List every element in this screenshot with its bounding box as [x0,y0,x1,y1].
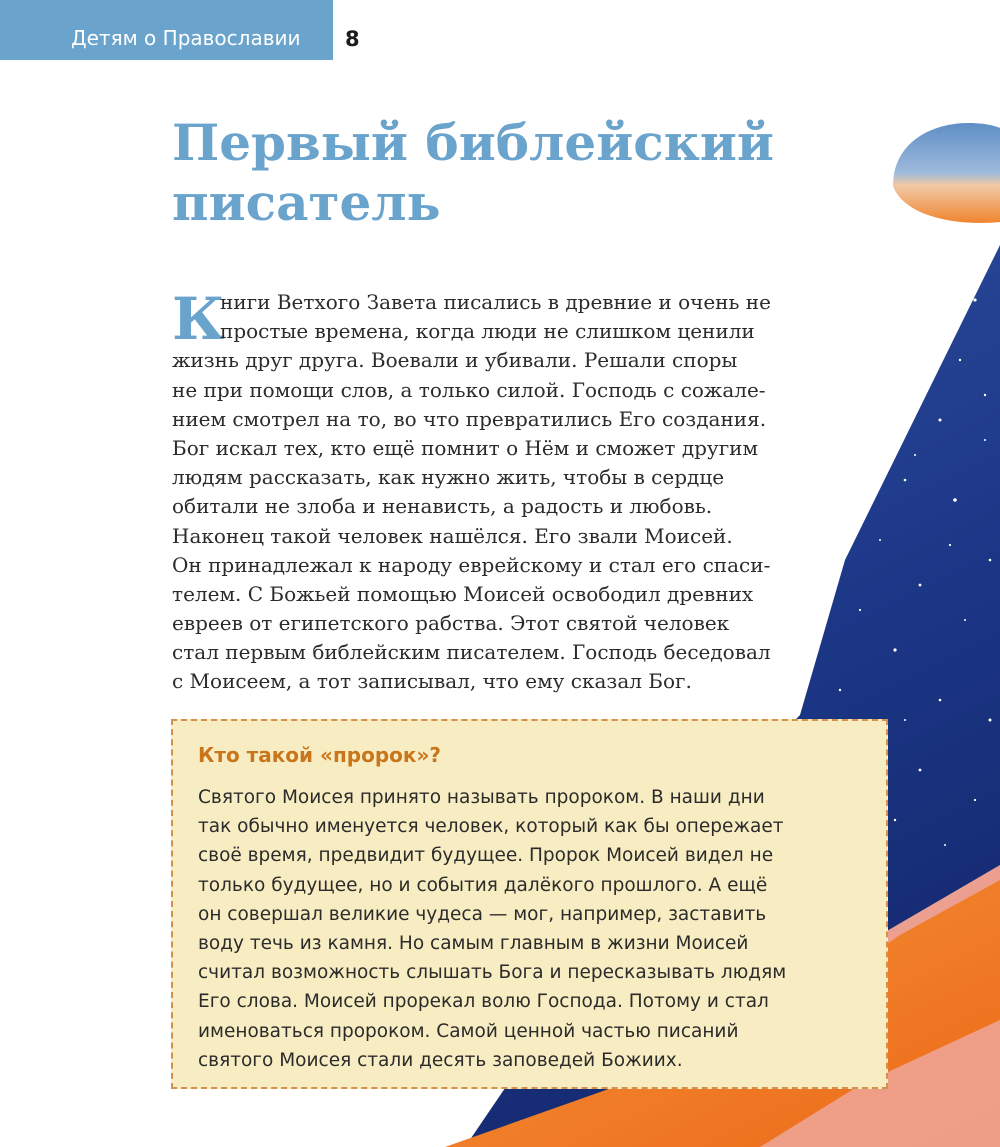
info-line: Святого Моисея принято называть пророком. В наши дни [198,787,765,808]
page-title [172,113,812,233]
info-box-text [198,783,868,1075]
page-number: 8 [345,27,360,51]
body-line: простые времена, когда люди не слишком ценили [220,319,755,344]
body-line: обитали не злоба и ненависть, а радость и любовь. [172,494,713,519]
info-line: святого Моисея стали десять заповедей Божиих. [198,1049,683,1071]
info-line: именоваться пророком. Самой ценной частью писаний [198,1020,739,1042]
drop-cap: К [172,285,225,353]
body-line: ниги Ветхого Завета писались в древние и очень не [220,290,771,314]
section-title: Детям о Православии [71,26,301,50]
info-line: так обычно именуется человек, который как бы опережает [198,816,784,838]
info-box-title: Кто такой «пророк»? [198,743,441,767]
info-box [171,719,888,1089]
info-line: Его слова. Моисей прорекал волю Господа. Потому и стал [198,991,769,1013]
body-line: с Моисеем, а тот записывал, что ему сказал Бог. [172,669,692,694]
info-line: своё время, предвидит будущее. Пророк Моисей видел не [198,845,774,867]
body-line: не при помощи слов, а только силой. Господь с сожале- [172,377,766,402]
moon-icon [893,123,1000,223]
title-line: Первый библейский [172,113,775,172]
info-line: только будущее, но и события далёкого прошлого. А ещё [198,874,768,896]
body-line: Он принадлежал к народу еврейскому и стал его спаси- [172,552,771,577]
body-line: евреев от египетского рабства. Этот святой человек [172,611,730,636]
body-line: телем. С Божьей помощью Моисей освободил древних [172,581,754,606]
info-line: воду течь из камня. Но самым главным в жизни Моисей [198,932,749,954]
info-line: считал возможность слышать Бога и пересказывать людям [198,962,787,984]
title-line: писатель [172,173,441,232]
body-line: нием смотрел на то, во что превратились Его создания. [172,406,767,431]
article-body [172,285,844,697]
body-line: стал первым библейским писателем. Господь беседовал [172,640,771,665]
body-line: жизнь друг друга. Воевали и убивали. Решали споры [172,348,738,373]
body-line: Бог искал тех, кто ещё помнит о Нём и сможет другим [172,435,759,460]
info-line: он совершал великие чудеса — мог, например, заставить [198,903,767,925]
body-line: Наконец такой человек нашёлся. Его звали Моисей. [172,523,733,548]
body-line: людям рассказать, как нужно жить, чтобы в сердце [172,465,725,490]
